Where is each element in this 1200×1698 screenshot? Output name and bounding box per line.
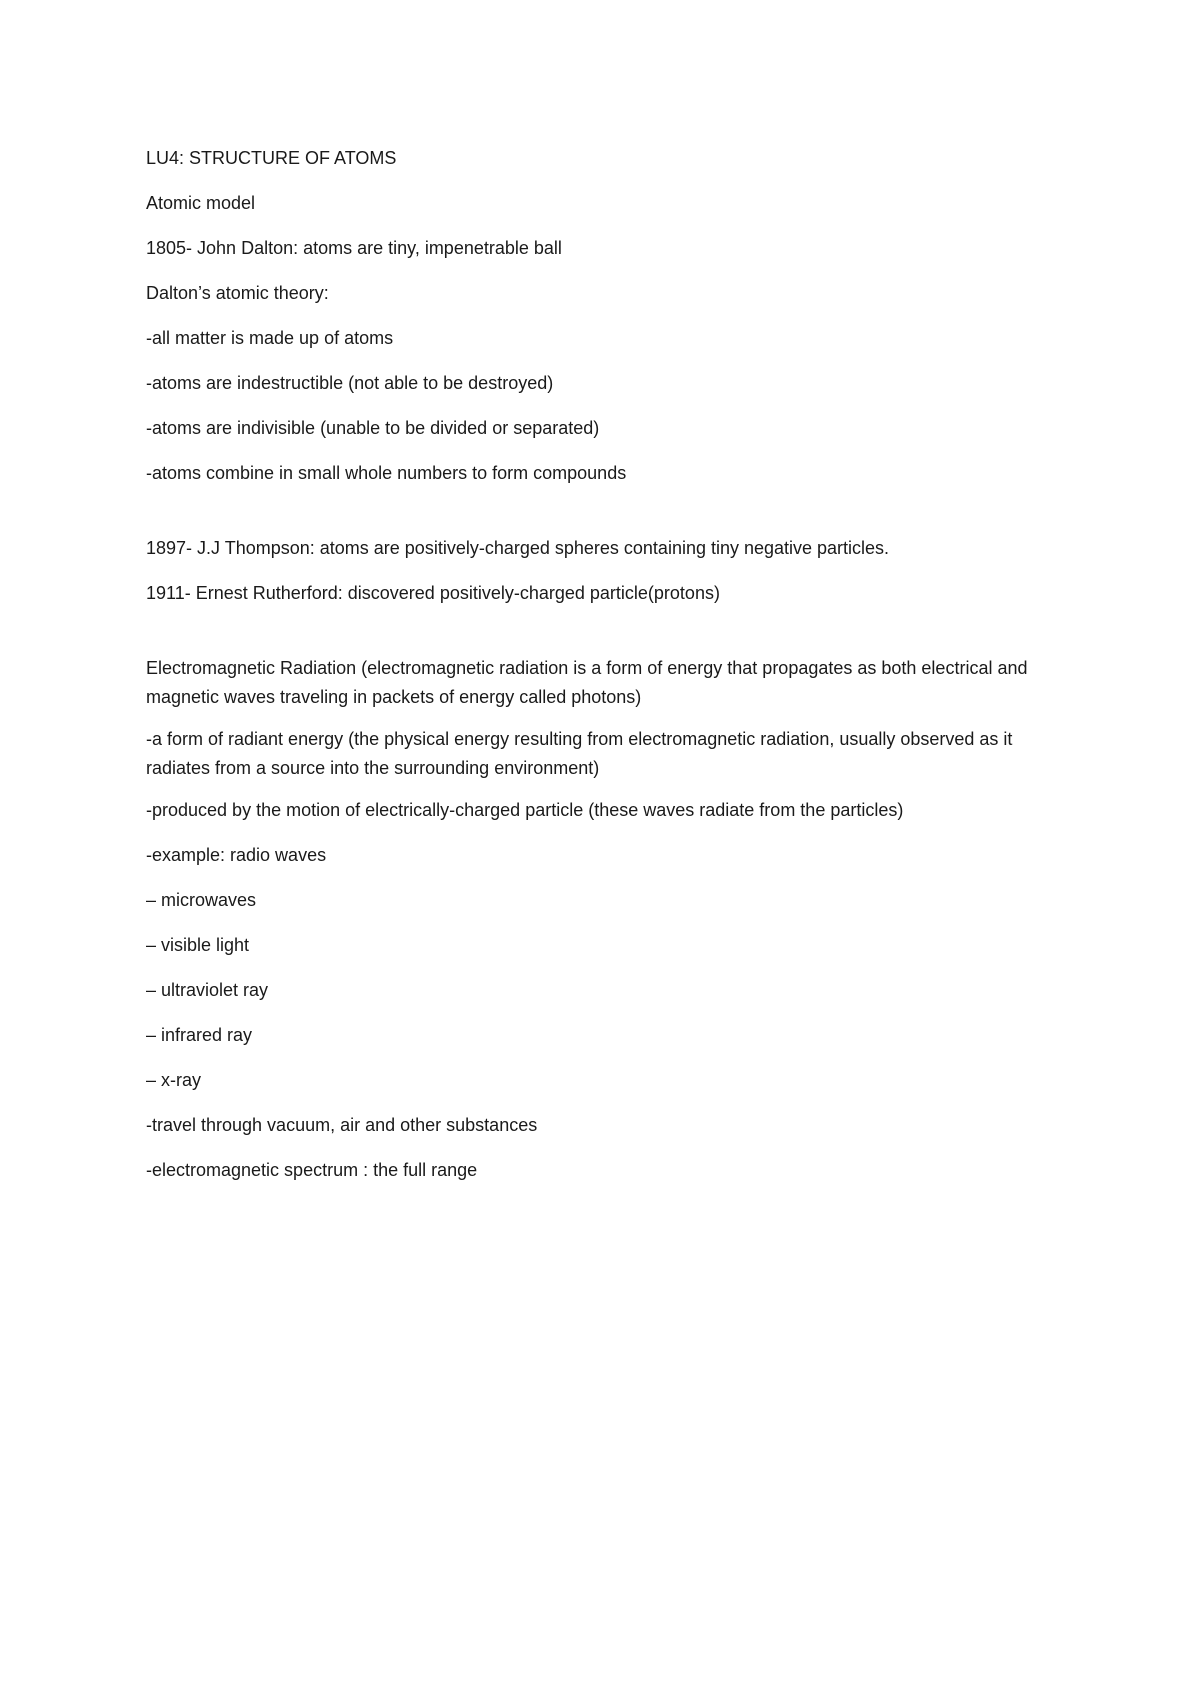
example-item: – visible light [146,935,250,955]
dalton-point: -all matter is made up of atoms [146,328,394,348]
blank-line [146,624,1046,654]
example-item: – ultraviolet ray [146,980,269,1000]
example-item: – x-ray [146,1070,202,1090]
radiant-energy-paragraph: -a form of radiant energy (the physical energy resulting from electromagnetic radiation, usually observed as it radiates from a source into the surrounding environment) [146,729,1018,778]
dalton-1805-line: 1805- John Dalton: atoms are tiny, impenetrable ball [146,238,562,258]
travel-line: -travel through vacuum, air and other substances [146,1115,538,1135]
section-heading-atomic-model: Atomic model [146,193,256,213]
dalton-theory-heading: Dalton’s atomic theory: [146,283,329,303]
dalton-point: -atoms are indestructible (not able to be destroyed) [146,373,554,393]
example-item: – infrared ray [146,1025,253,1045]
dalton-point: -atoms are indivisible (unable to be divided or separated) [146,418,600,438]
rutherford-1911-line: 1911- Ernest Rutherford: discovered positively-charged particle(protons) [146,583,720,603]
blank-line [146,504,1046,534]
example-item: – microwaves [146,890,257,910]
spectrum-line: -electromagnetic spectrum : the full range [146,1160,478,1180]
example-item: -example: radio waves [146,845,327,865]
produced-by-line: -produced by the motion of electrically-charged particle (these waves radiate from the particles) [146,800,904,820]
document-content [146,144,1046,1201]
document-title: LU4: STRUCTURE OF ATOMS [146,148,397,168]
dalton-point: -atoms combine in small whole numbers to form compounds [146,463,627,483]
em-radiation-paragraph: Electromagnetic Radiation (electromagnetic radiation is a form of energy that propagates as both electrical and magnetic waves traveling in packets of energy called photons) [146,658,1033,707]
thompson-1897-line: 1897- J.J Thompson: atoms are positively-charged spheres containing tiny negative particles. [146,538,890,558]
